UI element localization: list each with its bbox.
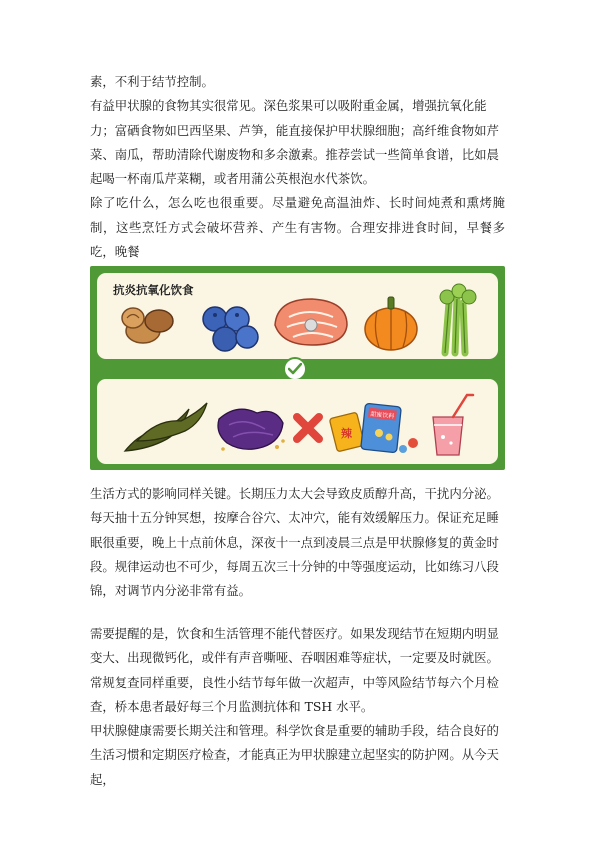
illustration-title: 抗炎抗氧化饮食 (113, 283, 194, 297)
puffed-food-icon (361, 403, 402, 453)
salmon-icon (275, 299, 347, 345)
paragraph-fragment: 素，不利于结节控制。 (90, 74, 214, 89)
snack-label-spicy: 辣 (341, 427, 352, 440)
paragraph-lifestyle: 生活方式的影响同样关键。长期压力太大会导致皮质醇升高，干扰内分泌。每天抽十五分钟冥想，按摩合谷穴、太冲穴，能有效缓解压力。保证充足睡眠很重要，晚上十点前休息，深夜十一点到凌晨三点是甲状腺修复的黄金时段。规律运动也不可少，每周五次三十分钟的中等强度运动，比如练习八段锦，对调节内分泌非常有益。 (90, 486, 499, 599)
spicy-snack-icon (329, 412, 364, 452)
paragraph-conclusion: 甲状腺健康需要长期关注和管理。科学饮食是重要的辅助手段，结合良好的生活习惯和定期医疗检查，才能真正为甲状腺建立起坚实的防护网。从今天起， (90, 723, 499, 787)
text-block-lifestyle (90, 482, 505, 603)
paragraph-eating-method: 除了吃什么，怎么吃也很重要。尽量避免高温油炸、长时间炖煮和熏烤腌制，这些烹饪方式会破坏营养、产生有害物。合理安排进食时间，早餐多吃，晚餐 (90, 195, 505, 260)
check-icon (283, 357, 307, 381)
diet-illustration (90, 266, 505, 470)
candy-icon (399, 438, 418, 453)
text-block-bottom (90, 622, 505, 792)
pumpkin-icon (365, 297, 417, 350)
blueberries-icon (203, 307, 258, 351)
nuts-icon (122, 308, 173, 343)
paragraph-foods: 有益甲状腺的食物其实很常见。深色浆果可以吸附重金属，增强抗氧化能力；富硒食物如巴西坚果、芦笋，能直接保护甲状腺细胞；高纤维食物如芹菜、南瓜，帮助清除代谢废物和多余激素。推荐尝试一些简单食谱，比如晨起喝一杯南瓜芹菜糊，或者用蒲公英根泡水代茶饮。 (90, 98, 499, 187)
cross-icon (297, 417, 319, 439)
sugary-drink-icon (433, 395, 473, 455)
celery-icon (440, 284, 476, 353)
snack-label-puffed: 甜蜜饮料 (370, 410, 395, 421)
text-block-top (90, 70, 505, 289)
bad-foods-graphic (97, 379, 498, 464)
seaweed-icon (125, 403, 207, 451)
bad-foods-panel (97, 379, 498, 464)
good-foods-panel (97, 273, 498, 359)
paragraph-medical-reminder: 需要提醒的是，饮食和生活管理不能代替医疗。如果发现结节在短期内明显变大、出现微钙化，或伴有声音嘶哑、吞咽困难等症状，一定要及时就医。常规复查同样重要，良性小结节每年做一次超声，中等风险结节每六个月检查，桥本患者最好每三个月监测抗体和 TSH 水平。 (90, 626, 499, 714)
purple-laver-icon (218, 409, 285, 451)
